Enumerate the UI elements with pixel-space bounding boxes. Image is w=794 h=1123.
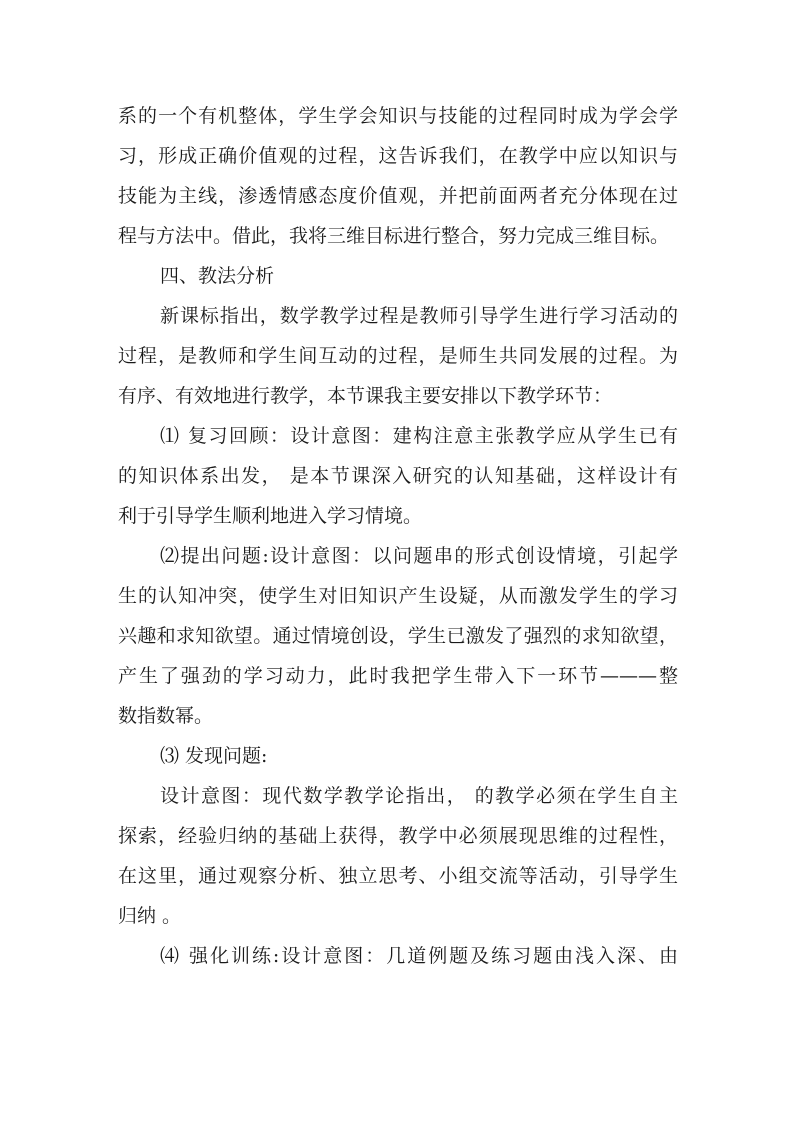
paragraph-line: 有序、有效地进行教学，本节课我主要安排以下教学环节：	[118, 385, 613, 407]
list-item-line: ⑷ 强化训练:设计意图：几道例题及练习题由浅入深、由	[160, 945, 678, 967]
body-text	[118, 96, 678, 976]
list-item-line: 数指数幂。	[118, 705, 214, 727]
paragraph-line: 程与方法中。借此，我将三维目标进行整合，努力完成三维目标。	[118, 225, 670, 247]
list-item-line: ⑵提出问题:设计意图：以问题串的形式创设情境，引起学	[160, 545, 678, 567]
paragraph-line: 系的一个有机整体，学生学会知识与技能的过程同时成为学会学	[118, 105, 678, 127]
paragraph-line: 新课标指出，数学教学过程是教师引导学生进行学习活动的	[160, 305, 678, 327]
section-heading: 四、教法分析	[160, 265, 275, 287]
paragraph-line: 过程，是教师和学生间互动的过程，是师生共同发展的过程。为	[118, 345, 678, 367]
paragraph-line: 习，形成正确价值观的过程，这告诉我们，在教学中应以知识与	[118, 145, 678, 167]
list-item-line: 利于引导学生顺利地进入学习情境。	[118, 505, 423, 527]
paragraph-line: 归纳 。	[118, 905, 182, 927]
list-item-line: ⑴ 复习回顾：设计意图：建构注意主张教学应从学生已有	[160, 425, 678, 447]
list-item-line: 产生了强劲的学习动力，此时我把学生带入下一环节———整	[118, 665, 678, 687]
list-item-line: 的知识体系出发， 是本节课深入研究的认知基础，这样设计有	[118, 465, 678, 487]
paragraph-line: 设计意图：现代数学教学论指出， 的教学必须在学生自主	[160, 785, 678, 807]
list-item-line: 兴趣和求知欲望。通过情境创设，学生已激发了强烈的求知欲望，	[118, 625, 678, 647]
list-item-line: ⑶ 发现问题:	[160, 745, 268, 767]
list-item-line: 生的认知冲突，使学生对旧知识产生设疑，从而激发学生的学习	[118, 585, 678, 607]
paragraph-line: 在这里，通过观察分析、独立思考、小组交流等活动，引导学生	[118, 865, 678, 887]
paragraph-line: 技能为主线，渗透情感态度价值观，并把前面两者充分体现在过	[118, 185, 678, 207]
paragraph-line: 探索，经验归纳的基础上获得，教学中必须展现思维的过程性，	[118, 825, 678, 847]
